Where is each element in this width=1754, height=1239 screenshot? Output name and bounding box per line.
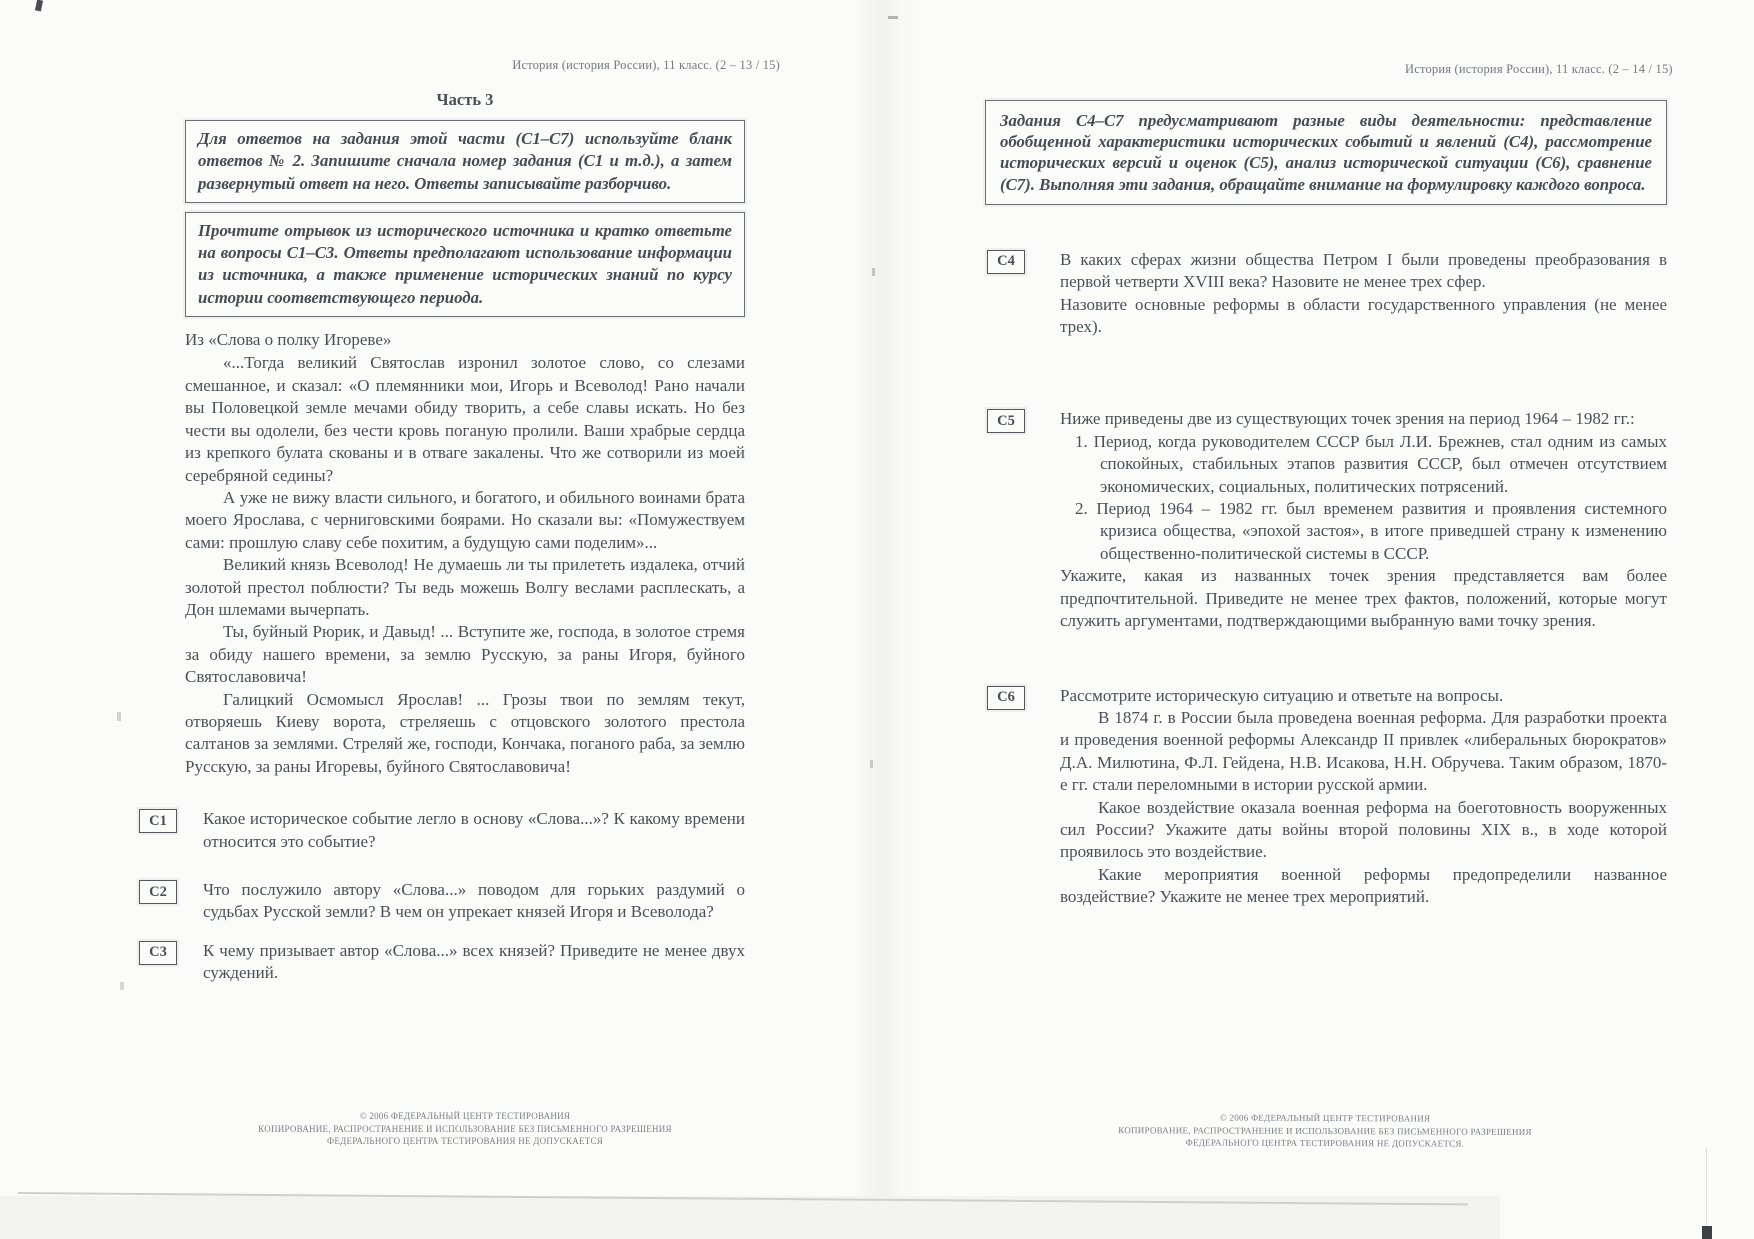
source-paragraph: Галицкий Осмомысл Ярослав! ... Грозы твои по землям текут, отворяешь Киеву ворота, стреляешь с отцовского золотого престола салтанов за землями. Стреляй же, господи, Кончака, поганого раба, за землю Русскую, за раны Игоревы, буйного Святославовича! [185, 689, 745, 776]
instruction-box-source [185, 212, 745, 317]
scan-artifact-mark [888, 16, 898, 19]
task-c6-text: В 1874 г. в России была проведена военная реформа. Для разработки проекта и проведения военной реформы Александр II привлек «либеральных бюрократов» Д.А. Милютина, Ф.Л. Гейдена, Н.В. Исакова, Н.Н. Обручева. Таким образом, 1870-е гг. стали переломными в истории русской армии. [1060, 707, 1667, 795]
footer-line: ФЕДЕРАЛЬНОГО ЦЕНТРА ТЕСТИРОВАНИЯ НЕ ДОПУСКАЕТСЯ. [1185, 1137, 1465, 1149]
instruction-box-answers [185, 120, 745, 203]
task-c5-label: С5 [987, 409, 1025, 433]
task-c1 [149, 808, 745, 853]
footer-line: КОПИРОВАНИЕ, РАСПРОСТРАНЕНИЕ И ИСПОЛЬЗОВАНИЕ БЕЗ ПИСЬМЕННОГО РАЗРЕШЕНИЯ [258, 1123, 672, 1134]
scan-artifact-mark [1702, 1226, 1712, 1239]
task-c6-label: С6 [987, 686, 1025, 710]
task-c4-text: Назовите основные реформы в области государственного управления (не менее трех). [1060, 294, 1667, 337]
instruction-box-c4-c7 [985, 100, 1667, 205]
task-c5-outro: Укажите, какая из названных точек зрения представляется вам более предпочтительной. Приведите не менее трех фактов, положений, которые могут служить аргументами, подтверждающими выбранную вами точку зрения. [1060, 566, 1667, 631]
right-page-body [985, 100, 1667, 909]
source-title: Из «Слова о полку Игореве» [185, 330, 392, 350]
footer-line: © 2006 ФЕДЕРАЛЬНЫЙ ЦЕНТР ТЕСТИРОВАНИЯ [1219, 1112, 1431, 1124]
part-title: Часть 3 [436, 90, 494, 109]
left-page-body [149, 120, 745, 985]
scan-artifact-mark [117, 712, 121, 721]
task-c6-text: Какие мероприятия военной реформы предопределили названное воздействие? Укажите не менее трех мероприятий. [1060, 864, 1667, 907]
task-c6 [985, 685, 1667, 909]
source-paragraph: «...Тогда великий Святослав изронил золотое слово, со слезами смешанное, и сказал: «О племянники мои, Игорь и Всеволод! Рано начали вы Половецкой земле мечами обиду творить, а себе славы искать. Но без чести вы одолели, без чести кровь поганую пролили. Ваши храбрые сердца из крепкого булата скованы и в отваге закалены. Что же сотворили из моей серебряной седины? [185, 353, 745, 485]
task-c4-text: В каких сферах жизни общества Петром I были проведены преобразования в первой четверти XVIII века? Назовите не менее трех сфер. [1060, 249, 1667, 292]
task-c6-text: Рассмотрите историческую ситуацию и ответьте на вопросы. [1060, 685, 1504, 705]
task-c5 [985, 408, 1667, 632]
scan-artifact-page-edge [1706, 1148, 1707, 1232]
instruction-text: Прочтите отрывок из исторического источника и кратко ответьте на вопросы С1–С3. Ответы предполагают использование информации из источника, а также применение исторических знаний по курсу истории соответствующего периода. [198, 220, 732, 307]
task-c5-point-2: 2. Период 1964 – 1982 гг. был временем развития и проявления системного кризиса общества, «эпохой застоя», в итоге приведшей страну к изменению общественно-политической системы в СССР. [1075, 499, 1667, 563]
task-c2-text: Что послужило автору «Слова...» поводом для горьких раздумий о судьбах Русской земли? В чем он упрекает князей Игоря и Всеволода? [203, 880, 745, 922]
instruction-text: Задания С4–С7 предусматривают разные виды деятельности: представление обобщенной характеристики исторических событий и явлений (С4), рассмотрение исторических версий и оценок (С5), анализ исторической ситуации (С6), сравнение (С7). Выполняя эти задания, обращайте внимание на формулировку каждого вопроса. [1000, 111, 1652, 194]
scan-artifact-mark [120, 982, 124, 990]
source-paragraph: А уже не вижу власти сильного, и богатого, и обильного воинами брата моего Ярослава, с черниговскими боярами. Но сказали вы: «Помужествуем сами: прошлую славу себе похитим, а будущую сами поделим»... [185, 487, 745, 552]
scan-artifact-mark [870, 760, 873, 768]
page-fold-shadow [852, 0, 922, 1196]
scan-artifact-mark [872, 268, 875, 276]
footer-line: © 2006 ФЕДЕРАЛЬНЫЙ ЦЕНТР ТЕСТИРОВАНИЯ [359, 1111, 571, 1121]
task-c3-text: К чему призывает автор «Слова...» всех князей? Приведите не менее двух суждений. [203, 940, 745, 983]
source-paragraph: Ты, буйный Рюрик, и Давыд! ... Вступите же, господа, в золотое стремя за обиду нашего времени, за землю Русскую, за раны Игоря, буйного Святославовича! [185, 622, 745, 687]
task-c1-label: С1 [139, 809, 177, 833]
source-excerpt [185, 352, 745, 778]
footer-line: КОПИРОВАНИЕ, РАСПРОСТРАНЕНИЕ И ИСПОЛЬЗОВАНИЕ БЕЗ ПИСЬМЕННОГО РАЗРЕШЕНИЯ [1118, 1124, 1532, 1137]
task-c5-point-1: 1. Период, когда руководителем СССР был Л.И. Брежнев, стал одним из самых спокойных, стабильных этапов развития СССР, был отмечен отсутствием экономических, социальных, политических потрясений. [1075, 431, 1667, 496]
task-c3-label: С3 [139, 941, 177, 965]
source-paragraph: Великий князь Всеволод! Не думаешь ли ты прилететь издалека, отчий золотой престол поблюсти? Ты ведь можешь Волгу веслами расплескать, а Дон шлемами вычерпать. [185, 555, 745, 619]
task-c2 [149, 879, 745, 924]
task-c4 [985, 249, 1667, 339]
footer-line: ФЕДЕРАЛЬНОГО ЦЕНТРА ТЕСТИРОВАНИЯ НЕ ДОПУСКАЕТСЯ [326, 1136, 603, 1146]
task-c1-text: Какое историческое событие легло в основу «Слова...»? К какому времени относится это событие? [203, 809, 745, 851]
left-page-footer [185, 1110, 745, 1148]
task-c4-label: С4 [987, 250, 1025, 274]
right-page-footer [985, 1111, 1665, 1151]
task-c6-text: Какое воздействие оказала военная реформа на боеготовность вооруженных сил России? Укажите даты войны второй половины XIX в., в ходе которой проявилось это воздействие. [1060, 797, 1667, 862]
task-c3 [149, 940, 745, 985]
scan-artifact-mark [35, 0, 43, 12]
task-c5-intro: Ниже приведены две из существующих точек зрения на период 1964 – 1982 гг.: [1060, 409, 1635, 429]
right-page-header: История (история России), 11 класс. (2 – 14 / 15) [1405, 62, 1673, 76]
left-page-header: История (история России), 11 класс. (2 – 13 / 15) [512, 58, 780, 72]
instruction-text: Для ответов на задания этой части (С1–С7) используйте бланк ответов № 2. Запишите сначала номер задания (С1 и т.д.), а затем развернутый ответ на него. Ответы записывайте разборчиво. [198, 129, 732, 193]
task-c2-label: С2 [139, 880, 177, 904]
